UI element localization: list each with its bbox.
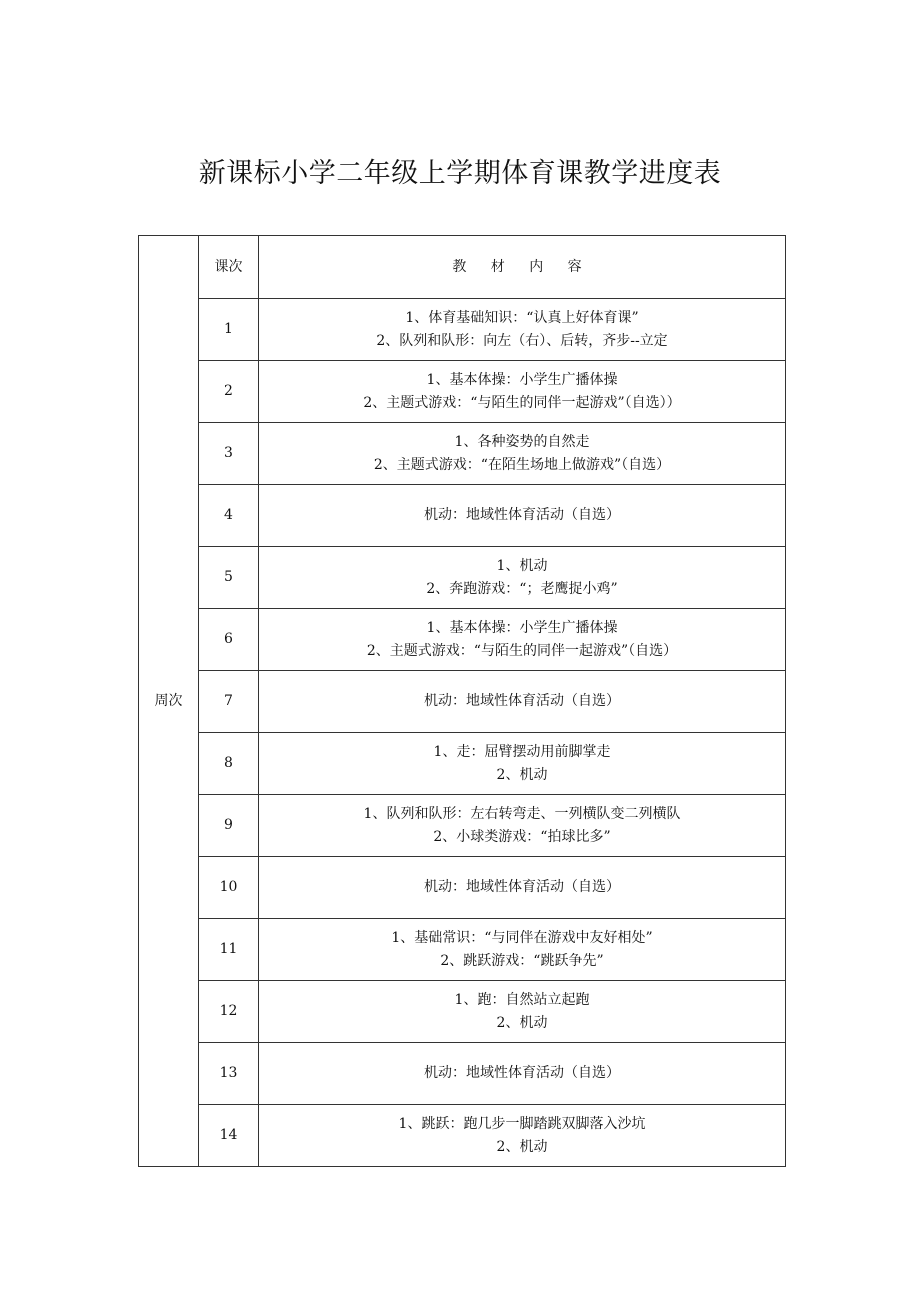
lesson-number: 14 [199, 1105, 259, 1167]
content-line: 2、主题式游戏：“与陌生的同伴一起游戏”（自选）） [363, 394, 681, 411]
content-line: 2、机动 [496, 1138, 548, 1155]
table-row [139, 485, 786, 547]
lesson-number: 7 [199, 671, 259, 733]
table-row [139, 857, 786, 919]
lesson-number: 12 [199, 981, 259, 1043]
content-line: 1、各种姿势的自然走 [454, 433, 590, 450]
content-line: 2、奔跑游戏：“；老鹰捉小鸡” [426, 580, 618, 597]
content-line: 1、基本体操：小学生广播体操 [426, 619, 618, 636]
lesson-number: 2 [199, 361, 259, 423]
content-header: 教 材 内 容 [259, 236, 786, 299]
lesson-content [259, 919, 786, 981]
lesson-content [259, 981, 786, 1043]
table-row [139, 671, 786, 733]
table-row [139, 981, 786, 1043]
content-line: 1、机动 [496, 557, 548, 574]
week-column-label: 周次 [139, 236, 199, 1167]
table-row [139, 547, 786, 609]
table-row [139, 423, 786, 485]
content-line: 机动：地域性体育活动（自选） [424, 507, 620, 523]
content-line: 1、基础常识：“与同伴在游戏中友好相处” [391, 929, 653, 946]
table-row [139, 795, 786, 857]
header-row [139, 236, 786, 299]
content-line: 2、主题式游戏：“与陌生的同伴一起游戏”（自选） [366, 642, 678, 659]
lesson-content [259, 733, 786, 795]
content-line: 2、主题式游戏：“在陌生场地上做游戏”（自选） [373, 456, 671, 473]
lesson-content [259, 361, 786, 423]
lesson-content [259, 485, 786, 547]
content-line: 机动：地域性体育活动（自选） [424, 1065, 620, 1081]
content-line: 2、小球类游戏：“拍球比多” [433, 828, 611, 845]
lesson-number: 13 [199, 1043, 259, 1105]
content-line: 2、跳跃游戏：“跳跃争先” [440, 952, 604, 969]
lesson-content [259, 857, 786, 919]
content-line: 2、队列和队形：向左（右）、后转，齐步--立定 [376, 332, 668, 349]
lesson-number: 3 [199, 423, 259, 485]
table-row [139, 919, 786, 981]
lesson-content [259, 1105, 786, 1167]
content-line: 1、队列和队形：左右转弯走、一列横队变二列横队 [363, 805, 681, 822]
content-line: 1、基本体操：小学生广播体操 [426, 371, 618, 388]
lesson-content [259, 795, 786, 857]
lesson-number: 8 [199, 733, 259, 795]
lesson-content [259, 423, 786, 485]
lesson-number: 6 [199, 609, 259, 671]
page-title: 新课标小学二年级上学期体育课教学进度表 [198, 158, 722, 189]
table-row [139, 361, 786, 423]
content-line: 2、机动 [496, 1014, 548, 1031]
content-line: 1、跑：自然站立起跑 [454, 991, 590, 1008]
content-line: 1、体育基础知识：“认真上好体育课” [405, 309, 639, 326]
lesson-number: 10 [199, 857, 259, 919]
content-line: 1、走：屈臂摆动用前脚掌走 [433, 743, 611, 760]
content-line: 机动：地域性体育活动（自选） [424, 879, 620, 895]
content-line: 机动：地域性体育活动（自选） [424, 693, 620, 709]
table-row [139, 609, 786, 671]
schedule-table [138, 235, 786, 1167]
table-row [139, 1043, 786, 1105]
lesson-content [259, 547, 786, 609]
lesson-header: 课次 [199, 236, 259, 299]
lesson-content [259, 1043, 786, 1105]
table-row [139, 1105, 786, 1167]
lesson-number: 4 [199, 485, 259, 547]
table-row [139, 299, 786, 361]
lesson-content [259, 609, 786, 671]
lesson-number: 11 [199, 919, 259, 981]
content-line: 2、机动 [496, 766, 548, 783]
lesson-number: 9 [199, 795, 259, 857]
lesson-content [259, 299, 786, 361]
content-line: 1、跳跃：跑几步一脚踏跳双脚落入沙坑 [398, 1115, 646, 1132]
lesson-number: 5 [199, 547, 259, 609]
lesson-content [259, 671, 786, 733]
lesson-number: 1 [199, 299, 259, 361]
table-row [139, 733, 786, 795]
